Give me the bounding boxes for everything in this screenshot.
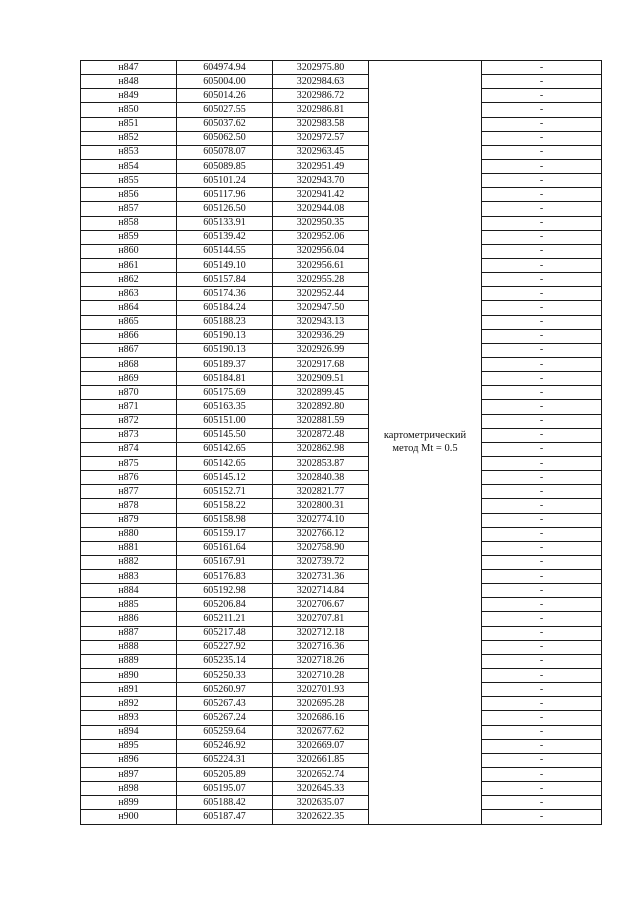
table-row <box>81 315 602 329</box>
note-cell: - <box>482 768 602 782</box>
method-text-line-2: метод Mt = 0.5 <box>392 443 458 455</box>
note-cell: - <box>482 159 602 173</box>
table-row <box>81 216 602 230</box>
point-number-cell: н850 <box>81 103 177 117</box>
point-number-cell: н856 <box>81 188 177 202</box>
x-coordinate-cell: 605014.26 <box>177 89 273 103</box>
x-coordinate-cell: 605037.62 <box>177 117 273 131</box>
x-coordinate-cell: 605149.10 <box>177 258 273 272</box>
x-coordinate-cell: 605188.42 <box>177 796 273 810</box>
x-coordinate-cell: 605152.71 <box>177 485 273 499</box>
x-coordinate-cell: 605187.47 <box>177 810 273 824</box>
point-number-cell: н866 <box>81 329 177 343</box>
point-number-cell: н882 <box>81 555 177 569</box>
y-coordinate-cell: 3202758.90 <box>273 541 369 555</box>
y-coordinate-cell: 3202881.59 <box>273 414 369 428</box>
coordinates-table <box>80 60 602 825</box>
table-row <box>81 513 602 527</box>
point-number-cell: н885 <box>81 598 177 612</box>
note-cell: - <box>482 612 602 626</box>
x-coordinate-cell: 605195.07 <box>177 782 273 796</box>
x-coordinate-cell: 605174.36 <box>177 287 273 301</box>
x-coordinate-cell: 605078.07 <box>177 145 273 159</box>
table-row <box>81 711 602 725</box>
x-coordinate-cell: 605004.00 <box>177 75 273 89</box>
y-coordinate-cell: 3202952.06 <box>273 230 369 244</box>
note-cell: - <box>482 357 602 371</box>
point-number-cell: н871 <box>81 400 177 414</box>
table-row <box>81 145 602 159</box>
note-cell: - <box>482 343 602 357</box>
note-cell: - <box>482 287 602 301</box>
table-row <box>81 739 602 753</box>
table-row <box>81 442 602 456</box>
method-text-line-1: картометрический <box>383 430 467 442</box>
y-coordinate-cell: 3202941.42 <box>273 188 369 202</box>
x-coordinate-cell: 605250.33 <box>177 669 273 683</box>
point-number-cell: н899 <box>81 796 177 810</box>
x-coordinate-cell: 605027.55 <box>177 103 273 117</box>
note-cell: - <box>482 739 602 753</box>
point-number-cell: н870 <box>81 386 177 400</box>
y-coordinate-cell: 3202943.70 <box>273 174 369 188</box>
point-number-cell: н869 <box>81 372 177 386</box>
note-cell: - <box>482 202 602 216</box>
x-coordinate-cell: 605206.84 <box>177 598 273 612</box>
y-coordinate-cell: 3202909.51 <box>273 372 369 386</box>
x-coordinate-cell: 605159.17 <box>177 527 273 541</box>
note-cell: - <box>482 570 602 584</box>
x-coordinate-cell: 605188.23 <box>177 315 273 329</box>
table-row <box>81 499 602 513</box>
point-number-cell: н860 <box>81 244 177 258</box>
table-row <box>81 640 602 654</box>
x-coordinate-cell: 605167.91 <box>177 555 273 569</box>
note-cell: - <box>482 244 602 258</box>
x-coordinate-cell: 605145.12 <box>177 471 273 485</box>
y-coordinate-cell: 3202686.16 <box>273 711 369 725</box>
point-number-cell: н881 <box>81 541 177 555</box>
table-row <box>81 456 602 470</box>
point-number-cell: н876 <box>81 471 177 485</box>
point-number-cell: н892 <box>81 697 177 711</box>
x-coordinate-cell: 605144.55 <box>177 244 273 258</box>
point-number-cell: н873 <box>81 428 177 442</box>
table-row <box>81 768 602 782</box>
y-coordinate-cell: 3202739.72 <box>273 555 369 569</box>
table-row <box>81 570 602 584</box>
x-coordinate-cell: 605139.42 <box>177 230 273 244</box>
y-coordinate-cell: 3202947.50 <box>273 301 369 315</box>
note-cell: - <box>482 400 602 414</box>
note-cell: - <box>482 499 602 513</box>
point-number-cell: н852 <box>81 131 177 145</box>
table-row <box>81 612 602 626</box>
method-cell <box>369 61 482 825</box>
y-coordinate-cell: 3202821.77 <box>273 485 369 499</box>
y-coordinate-cell: 3202677.62 <box>273 725 369 739</box>
point-number-cell: н898 <box>81 782 177 796</box>
x-coordinate-cell: 605267.24 <box>177 711 273 725</box>
x-coordinate-cell: 605190.13 <box>177 329 273 343</box>
point-number-cell: н864 <box>81 301 177 315</box>
x-coordinate-cell: 604974.94 <box>177 61 273 75</box>
x-coordinate-cell: 605224.31 <box>177 753 273 767</box>
note-cell: - <box>482 428 602 442</box>
x-coordinate-cell: 605142.65 <box>177 456 273 470</box>
table-row <box>81 202 602 216</box>
x-coordinate-cell: 605117.96 <box>177 188 273 202</box>
x-coordinate-cell: 605246.92 <box>177 739 273 753</box>
point-number-cell: н896 <box>81 753 177 767</box>
x-coordinate-cell: 605176.83 <box>177 570 273 584</box>
table-row <box>81 810 602 824</box>
note-cell: - <box>482 527 602 541</box>
table-row <box>81 782 602 796</box>
point-number-cell: н859 <box>81 230 177 244</box>
y-coordinate-cell: 3202716.36 <box>273 640 369 654</box>
point-number-cell: н863 <box>81 287 177 301</box>
note-cell: - <box>482 442 602 456</box>
x-coordinate-cell: 605161.64 <box>177 541 273 555</box>
point-number-cell: н886 <box>81 612 177 626</box>
y-coordinate-cell: 3202899.45 <box>273 386 369 400</box>
x-coordinate-cell: 605192.98 <box>177 584 273 598</box>
y-coordinate-cell: 3202669.07 <box>273 739 369 753</box>
table-row <box>81 89 602 103</box>
x-coordinate-cell: 605211.21 <box>177 612 273 626</box>
point-number-cell: н861 <box>81 258 177 272</box>
y-coordinate-cell: 3202986.81 <box>273 103 369 117</box>
note-cell: - <box>482 145 602 159</box>
table-row <box>81 258 602 272</box>
y-coordinate-cell: 3202712.18 <box>273 626 369 640</box>
note-cell: - <box>482 174 602 188</box>
note-cell: - <box>482 654 602 668</box>
y-coordinate-cell: 3202652.74 <box>273 768 369 782</box>
table-row <box>81 428 602 442</box>
note-cell: - <box>482 711 602 725</box>
x-coordinate-cell: 605190.13 <box>177 343 273 357</box>
point-number-cell: н884 <box>81 584 177 598</box>
x-coordinate-cell: 605260.97 <box>177 683 273 697</box>
point-number-cell: н890 <box>81 669 177 683</box>
x-coordinate-cell: 605142.65 <box>177 442 273 456</box>
y-coordinate-cell: 3202706.67 <box>273 598 369 612</box>
point-number-cell: н857 <box>81 202 177 216</box>
table-row <box>81 471 602 485</box>
x-coordinate-cell: 605151.00 <box>177 414 273 428</box>
x-coordinate-cell: 605126.50 <box>177 202 273 216</box>
note-cell: - <box>482 555 602 569</box>
point-number-cell: н853 <box>81 145 177 159</box>
point-number-cell: н897 <box>81 768 177 782</box>
point-number-cell: н849 <box>81 89 177 103</box>
note-cell: - <box>482 372 602 386</box>
point-number-cell: н862 <box>81 273 177 287</box>
note-cell: - <box>482 782 602 796</box>
table-row <box>81 527 602 541</box>
y-coordinate-cell: 3202917.68 <box>273 357 369 371</box>
y-coordinate-cell: 3202986.72 <box>273 89 369 103</box>
note-cell: - <box>482 626 602 640</box>
y-coordinate-cell: 3202955.28 <box>273 273 369 287</box>
table-row <box>81 103 602 117</box>
x-coordinate-cell: 605235.14 <box>177 654 273 668</box>
note-cell: - <box>482 810 602 824</box>
y-coordinate-cell: 3202661.85 <box>273 753 369 767</box>
note-cell: - <box>482 513 602 527</box>
y-coordinate-cell: 3202892.80 <box>273 400 369 414</box>
y-coordinate-cell: 3202975.80 <box>273 61 369 75</box>
note-cell: - <box>482 541 602 555</box>
point-number-cell: н879 <box>81 513 177 527</box>
point-number-cell: н889 <box>81 654 177 668</box>
table-row <box>81 414 602 428</box>
point-number-cell: н895 <box>81 739 177 753</box>
x-coordinate-cell: 605101.24 <box>177 174 273 188</box>
y-coordinate-cell: 3202944.08 <box>273 202 369 216</box>
table-row <box>81 174 602 188</box>
table-row <box>81 654 602 668</box>
x-coordinate-cell: 605062.50 <box>177 131 273 145</box>
table-row <box>81 188 602 202</box>
x-coordinate-cell: 605089.85 <box>177 159 273 173</box>
table-row <box>81 725 602 739</box>
y-coordinate-cell: 3202972.57 <box>273 131 369 145</box>
table-row <box>81 61 602 75</box>
y-coordinate-cell: 3202714.84 <box>273 584 369 598</box>
y-coordinate-cell: 3202926.99 <box>273 343 369 357</box>
table-row <box>81 301 602 315</box>
table-row <box>81 75 602 89</box>
note-cell: - <box>482 796 602 810</box>
coordinates-table-body <box>81 61 602 825</box>
point-number-cell: н868 <box>81 357 177 371</box>
table-row <box>81 386 602 400</box>
y-coordinate-cell: 3202983.58 <box>273 117 369 131</box>
point-number-cell: н851 <box>81 117 177 131</box>
note-cell: - <box>482 386 602 400</box>
y-coordinate-cell: 3202950.35 <box>273 216 369 230</box>
table-row <box>81 555 602 569</box>
y-coordinate-cell: 3202766.12 <box>273 527 369 541</box>
point-number-cell: н887 <box>81 626 177 640</box>
x-coordinate-cell: 605163.35 <box>177 400 273 414</box>
table-row <box>81 669 602 683</box>
point-number-cell: н891 <box>81 683 177 697</box>
y-coordinate-cell: 3202943.13 <box>273 315 369 329</box>
table-row <box>81 343 602 357</box>
table-row <box>81 131 602 145</box>
table-row <box>81 598 602 612</box>
note-cell: - <box>482 414 602 428</box>
note-cell: - <box>482 301 602 315</box>
note-cell: - <box>482 456 602 470</box>
table-row <box>81 117 602 131</box>
note-cell: - <box>482 669 602 683</box>
table-row <box>81 697 602 711</box>
y-coordinate-cell: 3202800.31 <box>273 499 369 513</box>
note-cell: - <box>482 753 602 767</box>
point-number-cell: н872 <box>81 414 177 428</box>
point-number-cell: н855 <box>81 174 177 188</box>
y-coordinate-cell: 3202701.93 <box>273 683 369 697</box>
point-number-cell: н847 <box>81 61 177 75</box>
y-coordinate-cell: 3202853.87 <box>273 456 369 470</box>
note-cell: - <box>482 315 602 329</box>
y-coordinate-cell: 3202731.36 <box>273 570 369 584</box>
x-coordinate-cell: 605184.24 <box>177 301 273 315</box>
y-coordinate-cell: 3202774.10 <box>273 513 369 527</box>
y-coordinate-cell: 3202635.07 <box>273 796 369 810</box>
note-cell: - <box>482 471 602 485</box>
note-cell: - <box>482 584 602 598</box>
table-row <box>81 287 602 301</box>
table-row <box>81 584 602 598</box>
note-cell: - <box>482 273 602 287</box>
note-cell: - <box>482 697 602 711</box>
x-coordinate-cell: 605158.98 <box>177 513 273 527</box>
y-coordinate-cell: 3202984.63 <box>273 75 369 89</box>
y-coordinate-cell: 3202952.44 <box>273 287 369 301</box>
note-cell: - <box>482 216 602 230</box>
y-coordinate-cell: 3202872.48 <box>273 428 369 442</box>
x-coordinate-cell: 605184.81 <box>177 372 273 386</box>
note-cell: - <box>482 131 602 145</box>
table-row <box>81 485 602 499</box>
point-number-cell: н893 <box>81 711 177 725</box>
x-coordinate-cell: 605189.37 <box>177 357 273 371</box>
note-cell: - <box>482 103 602 117</box>
x-coordinate-cell: 605259.64 <box>177 725 273 739</box>
point-number-cell: н848 <box>81 75 177 89</box>
x-coordinate-cell: 605133.91 <box>177 216 273 230</box>
note-cell: - <box>482 75 602 89</box>
point-number-cell: н874 <box>81 442 177 456</box>
table-row <box>81 541 602 555</box>
y-coordinate-cell: 3202707.81 <box>273 612 369 626</box>
note-cell: - <box>482 188 602 202</box>
x-coordinate-cell: 605205.89 <box>177 768 273 782</box>
note-cell: - <box>482 89 602 103</box>
point-number-cell: н877 <box>81 485 177 499</box>
note-cell: - <box>482 683 602 697</box>
table-row <box>81 796 602 810</box>
table-row <box>81 329 602 343</box>
note-cell: - <box>482 258 602 272</box>
note-cell: - <box>482 640 602 654</box>
note-cell: - <box>482 230 602 244</box>
point-number-cell: н883 <box>81 570 177 584</box>
y-coordinate-cell: 3202956.61 <box>273 258 369 272</box>
y-coordinate-cell: 3202840.38 <box>273 471 369 485</box>
point-number-cell: н858 <box>81 216 177 230</box>
x-coordinate-cell: 605157.84 <box>177 273 273 287</box>
note-cell: - <box>482 725 602 739</box>
x-coordinate-cell: 605267.43 <box>177 697 273 711</box>
y-coordinate-cell: 3202956.04 <box>273 244 369 258</box>
table-row <box>81 626 602 640</box>
table-row <box>81 230 602 244</box>
note-cell: - <box>482 61 602 75</box>
point-number-cell: н888 <box>81 640 177 654</box>
point-number-cell: н867 <box>81 343 177 357</box>
y-coordinate-cell: 3202936.29 <box>273 329 369 343</box>
y-coordinate-cell: 3202963.45 <box>273 145 369 159</box>
y-coordinate-cell: 3202622.35 <box>273 810 369 824</box>
point-number-cell: н865 <box>81 315 177 329</box>
point-number-cell: н880 <box>81 527 177 541</box>
point-number-cell: н875 <box>81 456 177 470</box>
point-number-cell: н894 <box>81 725 177 739</box>
y-coordinate-cell: 3202695.28 <box>273 697 369 711</box>
point-number-cell: н854 <box>81 159 177 173</box>
note-cell: - <box>482 485 602 499</box>
note-cell: - <box>482 598 602 612</box>
table-row <box>81 753 602 767</box>
table-row <box>81 273 602 287</box>
y-coordinate-cell: 3202862.98 <box>273 442 369 456</box>
y-coordinate-cell: 3202645.33 <box>273 782 369 796</box>
table-row <box>81 400 602 414</box>
table-row <box>81 357 602 371</box>
table-row <box>81 372 602 386</box>
x-coordinate-cell: 605217.48 <box>177 626 273 640</box>
note-cell: - <box>482 117 602 131</box>
x-coordinate-cell: 605227.92 <box>177 640 273 654</box>
y-coordinate-cell: 3202718.26 <box>273 654 369 668</box>
y-coordinate-cell: 3202710.28 <box>273 669 369 683</box>
note-cell: - <box>482 329 602 343</box>
table-row <box>81 159 602 173</box>
point-number-cell: н878 <box>81 499 177 513</box>
point-number-cell: н900 <box>81 810 177 824</box>
table-row <box>81 683 602 697</box>
x-coordinate-cell: 605158.22 <box>177 499 273 513</box>
table-row <box>81 244 602 258</box>
x-coordinate-cell: 605175.69 <box>177 386 273 400</box>
x-coordinate-cell: 605145.50 <box>177 428 273 442</box>
y-coordinate-cell: 3202951.49 <box>273 159 369 173</box>
